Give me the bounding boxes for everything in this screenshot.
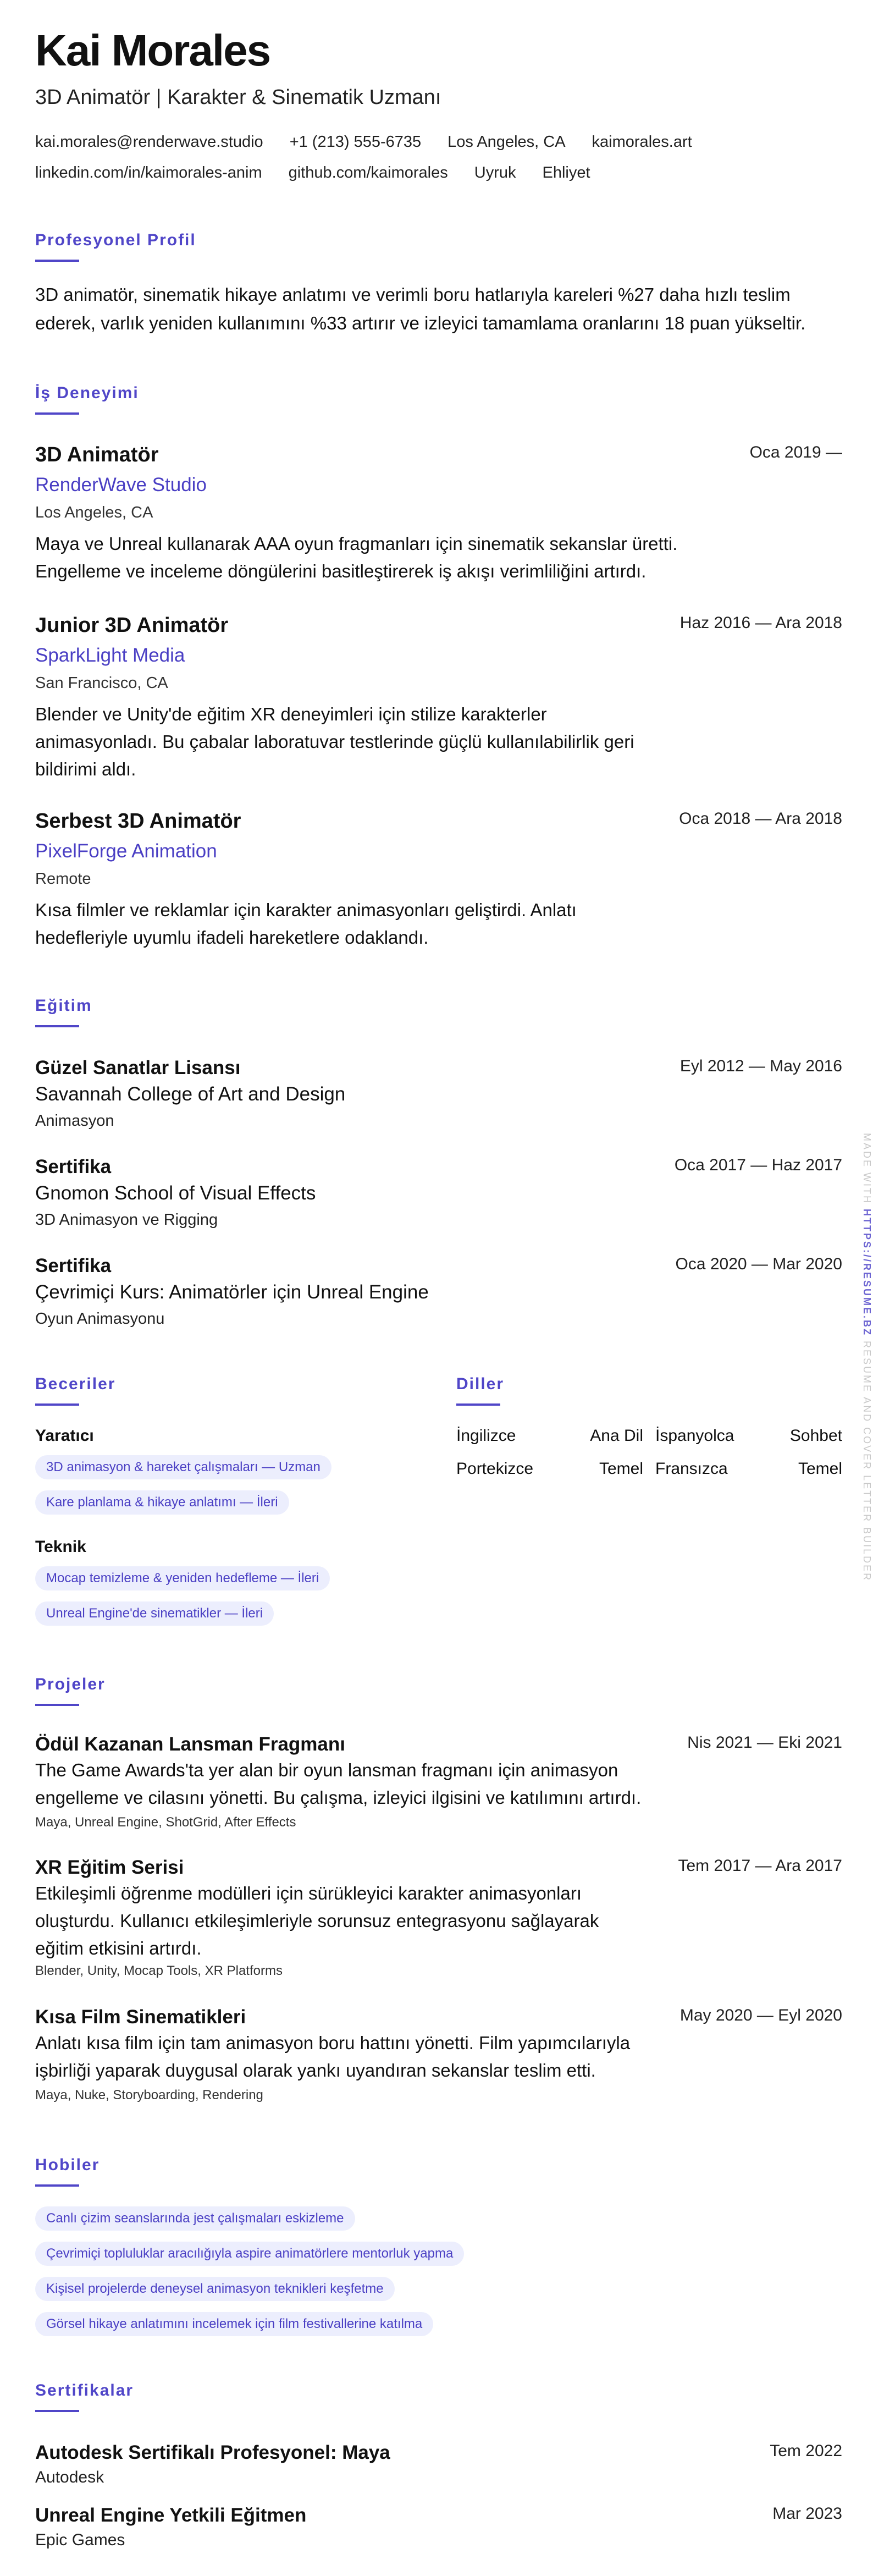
hobby-pill: Çevrimiçi topluluklar aracılığıyla aspire animatörlere mentorluk yapma [35, 2242, 464, 2266]
project-title: XR Eğitim Serisi [35, 1857, 184, 1878]
project-description [35, 1880, 678, 1962]
education-heading: Eğitim [35, 997, 92, 1015]
job-title: Serbest 3D Animatör [35, 810, 241, 833]
project-desc-line: Anlatı kısa film için tam animasyon boru hattını yönetti. Film yapımcılarıyla [35, 2033, 631, 2053]
education-dates: Oca 2020 — Mar 2020 [675, 1255, 842, 1273]
contact-row-1 [35, 133, 692, 151]
project-title: Ödül Kazanan Lansman Fragmanı [35, 1733, 345, 1755]
watermark-prefix: MADE WITH [861, 1133, 872, 1204]
github-link[interactable]: github.com/kaimorales [288, 164, 448, 181]
projects-rule [35, 1704, 79, 1706]
experience-rule [35, 412, 79, 415]
license-text: Ehliyet [542, 164, 590, 181]
language-level: Temel [798, 1460, 842, 1478]
education-field: Oyun Animasyonu [35, 1310, 165, 1328]
languages-rule [456, 1403, 500, 1406]
builder-watermark [861, 1133, 872, 1595]
profile-rule [35, 260, 79, 262]
watermark-suffix: RESUME AND COVER LETTER BUILDER [861, 1341, 872, 1582]
education-field: Animasyon [35, 1112, 114, 1130]
job-company: SparkLight Media [35, 645, 185, 666]
certification-date: Tem 2022 [770, 2442, 842, 2460]
language-level: Ana Dil [590, 1427, 643, 1445]
project-desc-line: Etkileşimli öğrenme modülleri için sürükleyici karakter animasyonları [35, 1883, 582, 1903]
language-name: İngilizce [456, 1427, 516, 1445]
education-degree: Güzel Sanatlar Lisansı [35, 1057, 241, 1078]
watermark-link[interactable]: HTTPS://RESUME.BZ [861, 1209, 872, 1337]
linkedin-link[interactable]: linkedin.com/in/kaimorales-anim [35, 164, 262, 181]
skill-pill: Kare planlama & hikaye anlatımı — İleri [35, 1490, 289, 1515]
job-title: Junior 3D Animatör [35, 614, 229, 637]
certification-issuer: Epic Games [35, 2531, 125, 2549]
nationality-text: Uyruk [474, 164, 516, 181]
project-dates: Tem 2017 — Ara 2017 [678, 1857, 842, 1875]
job-desc-line: animasyonladı. Bu çabalar laboratuvar testlerinde güçlü kullanılabilirlik geri [35, 731, 634, 752]
language-name: İspanyolca [655, 1427, 734, 1445]
experience-heading: İş Deneyimi [35, 384, 139, 402]
job-location: San Francisco, CA [35, 674, 168, 692]
job-dates: Oca 2018 — Ara 2018 [679, 810, 842, 828]
project-desc-line: işbirliği yaparak duygusal olarak yankı uyandıran sekanslar teslim etti. [35, 2060, 596, 2080]
profile-line-2: ederek, varlık yeniden kullanımını %33 artırır ve izleyici tamamlama oranlarını 18 puan yükseltir. [35, 313, 806, 333]
education-school: Savannah College of Art and Design [35, 1083, 346, 1105]
project-title: Kısa Film Sinematikleri [35, 2006, 246, 2028]
location-text: Los Angeles, CA [447, 133, 566, 151]
education-degree: Sertifika [35, 1156, 112, 1177]
hobbies-heading: Hobiler [35, 2156, 100, 2174]
education-dates: Eyl 2012 — May 2016 [679, 1057, 842, 1075]
project-desc-line: eğitim etkisini artırdı. [35, 1938, 202, 1958]
job-desc-line: Blender ve Unity'de eğitim XR deneyimleri için stilize karakterler [35, 704, 547, 724]
project-desc-line: engelleme ve cilasını yönetti. Bu çalışma, izleyici ilgisini ve katılımını artırdı. [35, 1787, 642, 1808]
job-description [35, 530, 678, 585]
skill-group-title: Yaratıcı [35, 1427, 94, 1445]
project-dates: Nis 2021 — Eki 2021 [687, 1733, 842, 1752]
certification-name: Unreal Engine Yetkili Eğitmen [35, 2505, 307, 2526]
skill-pill: Unreal Engine'de sinematikler — İleri [35, 1601, 274, 1626]
job-location: Los Angeles, CA [35, 504, 153, 521]
education-field: 3D Animasyon ve Rigging [35, 1211, 218, 1229]
email-link[interactable]: kai.morales@renderwave.studio [35, 133, 263, 151]
skill-pill: 3D animasyon & hareket çalışmaları — Uzman [35, 1455, 331, 1479]
profile-heading: Profesyonel Profil [35, 231, 196, 249]
job-desc-line: Maya ve Unreal kullanarak AAA oyun fragmanları için sinematik sekanslar üretti. [35, 533, 678, 554]
profile-line-1: 3D animatör, sinematik hikaye anlatımı ve verimli boru hatlarıyla kareleri %27 daha hızlı teslim [35, 284, 791, 305]
projects-heading: Projeler [35, 1675, 106, 1693]
project-desc-line: The Game Awards'ta yer alan bir oyun lansman fragmanı için animasyon [35, 1760, 618, 1780]
hobby-pill: Görsel hikaye anlatımını incelemek için film festivallerine katılma [35, 2312, 433, 2336]
project-description [35, 2029, 678, 2084]
phone-link[interactable]: +1 (213) 555-6735 [289, 133, 422, 151]
job-desc-line: Engelleme ve inceleme döngülerini basitleştirerek iş akışı verimliliğini artırdı. [35, 561, 647, 581]
job-desc-line: hedefleriyle uyumlu ifadeli hareketlere odaklandı. [35, 927, 429, 948]
certification-name: Autodesk Sertifikalı Profesyonel: Maya [35, 2442, 390, 2463]
language-level: Temel [599, 1460, 643, 1478]
contact-row-2 [35, 164, 590, 182]
job-desc-line: bildirimi aldı. [35, 759, 136, 779]
education-rule [35, 1025, 79, 1027]
certification-date: Mar 2023 [772, 2505, 842, 2523]
project-tags: Maya, Nuke, Storyboarding, Rendering [35, 2088, 263, 2102]
job-description [35, 701, 678, 783]
job-description [35, 896, 678, 951]
project-tags: Blender, Unity, Mocap Tools, XR Platforms [35, 1963, 283, 1978]
job-title: 3D Animatör [35, 443, 159, 466]
skill-pill: Mocap temizleme & yeniden hedefleme — İleri [35, 1566, 330, 1590]
project-desc-line: oluşturdu. Kullanıcı etkileşimleriyle sorunsuz entegrasyonu sağlayarak [35, 1911, 599, 1931]
website-link[interactable]: kaimorales.art [592, 133, 692, 151]
language-name: Portekizce [456, 1460, 534, 1478]
project-description [35, 1757, 678, 1812]
job-dates: Oca 2019 — [749, 443, 842, 461]
education-school: Çevrimiçi Kurs: Animatörler için Unreal Engine [35, 1281, 429, 1303]
project-dates: May 2020 — Eyl 2020 [679, 2006, 842, 2024]
hobbies-rule [35, 2184, 79, 2187]
skill-group-title: Teknik [35, 1538, 86, 1556]
language-name: Fransızca [655, 1460, 728, 1478]
candidate-name: Kai Morales [35, 26, 270, 75]
skills-heading: Beceriler [35, 1375, 116, 1393]
job-company: PixelForge Animation [35, 840, 217, 862]
skills-rule [35, 1403, 79, 1406]
job-desc-line: Kısa filmler ve reklamlar için karakter animasyonları geliştirdi. Anlatı [35, 900, 577, 920]
job-location: Remote [35, 870, 91, 888]
job-dates: Haz 2016 — Ara 2018 [679, 614, 842, 632]
languages-heading: Diller [456, 1375, 505, 1393]
certifications-rule [35, 2410, 79, 2412]
hobby-pill: Canlı çizim seanslarında jest çalışmaları eskizleme [35, 2206, 355, 2231]
candidate-role: 3D Animatör | Karakter & Sinematik Uzmanı [35, 86, 441, 109]
job-company: RenderWave Studio [35, 474, 207, 496]
certification-issuer: Autodesk [35, 2468, 104, 2486]
education-degree: Sertifika [35, 1255, 112, 1276]
hobby-pill: Kişisel projelerde deneysel animasyon teknikleri keşfetme [35, 2277, 395, 2301]
language-level: Sohbet [789, 1427, 842, 1445]
project-tags: Maya, Unreal Engine, ShotGrid, After Effects [35, 1815, 296, 1830]
education-dates: Oca 2017 — Haz 2017 [674, 1156, 842, 1174]
education-school: Gnomon School of Visual Effects [35, 1182, 316, 1204]
certifications-heading: Sertifikalar [35, 2381, 134, 2399]
